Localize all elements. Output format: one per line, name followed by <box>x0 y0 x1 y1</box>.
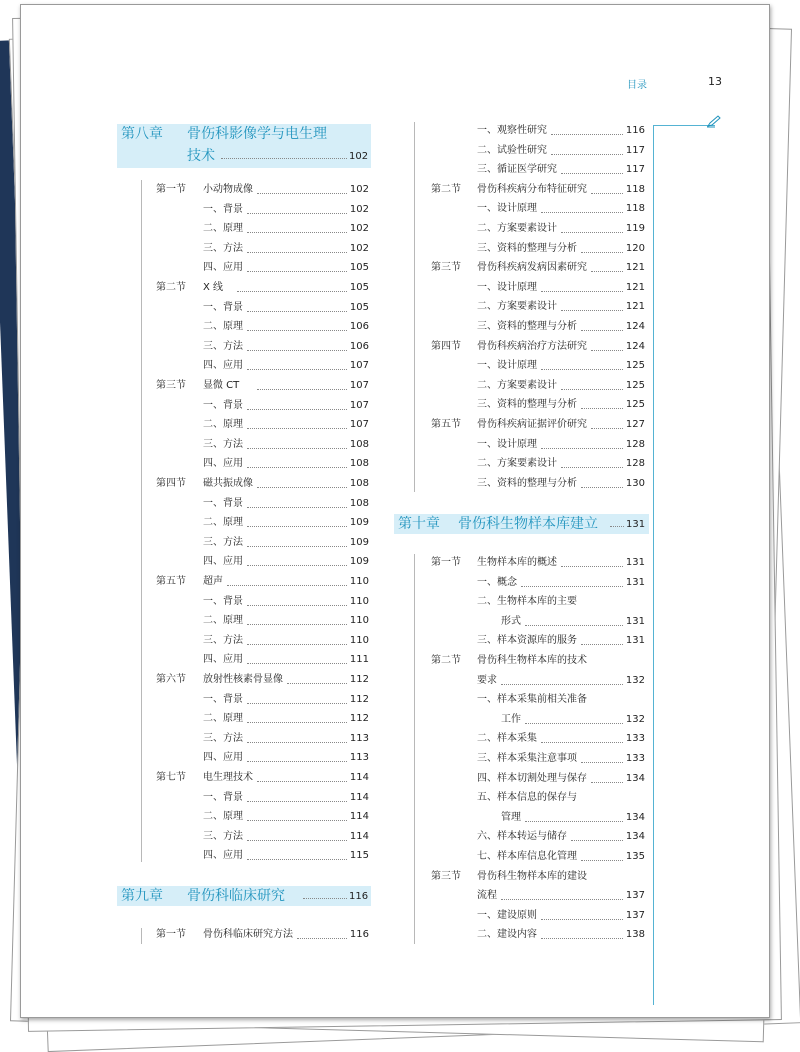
section-title: 骨伤科临床研究方法 <box>203 929 293 940</box>
section-title: 骨伤科生物样本库的技术 <box>477 655 587 666</box>
entry-page-number: 116 <box>625 125 645 136</box>
entry-page-number: 110 <box>349 634 369 646</box>
subsection-title: 二、原理 <box>203 321 243 333</box>
subsection-title: 二、生物样本库的主要 <box>477 596 577 608</box>
subsection-title: 七、样本库信息化管理 <box>477 851 577 862</box>
left-section-bar <box>141 180 142 862</box>
entry-page-number: 119 <box>625 223 645 234</box>
leader-dots <box>247 507 347 508</box>
leader-dots <box>541 448 623 449</box>
leader-dots <box>551 154 623 155</box>
section-label: 第三节 <box>156 380 186 391</box>
entry-page-number: 110 <box>349 615 369 627</box>
subsection-title: 三、方法 <box>203 634 243 646</box>
section-title: 小动物成像 <box>203 184 253 195</box>
entry-page-number: 125 <box>625 399 645 411</box>
entry-page-number: 128 <box>625 438 645 450</box>
leader-dots <box>247 565 347 566</box>
leader-dots <box>561 232 623 233</box>
subsection-title: 管理 <box>501 811 521 823</box>
entry-page-number: 107 <box>349 360 369 372</box>
leader-dots <box>525 625 623 626</box>
entry-page-number: 114 <box>349 791 369 803</box>
leader-dots <box>561 467 623 468</box>
chapter-8-heading <box>117 124 371 168</box>
subsection-title: 五、样本信息的保存与 <box>477 792 577 804</box>
subsection-title: 四、应用 <box>203 752 243 764</box>
entry-page-number: 109 <box>349 517 369 529</box>
entry-page-number: 134 <box>625 772 645 784</box>
entry-page-number: 106 <box>349 321 369 333</box>
entry-page-number: 131 <box>625 615 645 627</box>
page-number: 13 <box>708 75 722 88</box>
leader-dots <box>303 898 347 899</box>
entry-page-number: 124 <box>625 340 645 352</box>
section-title: 骨伤科疾病分布特征研究 <box>477 183 587 195</box>
chapter-page: 116 <box>349 891 369 902</box>
subsection-title: 三、资料的整理与分析 <box>477 242 577 254</box>
subsection-title: 二、原理 <box>203 713 243 725</box>
chapter-page: 102 <box>349 151 369 162</box>
entry-page-number: 125 <box>625 360 645 372</box>
subsection-title: 四、应用 <box>203 556 243 568</box>
subsection-title: 二、试验性研究 <box>477 144 547 156</box>
leader-dots <box>247 526 347 527</box>
subsection-title: 四、应用 <box>203 654 243 666</box>
subsection-title: 三、方法 <box>203 536 243 548</box>
chapter-title: 骨伤科影像学与电生理 <box>187 126 327 142</box>
chapter-number: 第十章 <box>398 516 440 532</box>
chapter-title: 骨伤科生物样本库建立 <box>458 516 598 532</box>
entry-page-number: 105 <box>349 282 369 293</box>
leader-dots <box>247 742 347 743</box>
leader-dots <box>247 448 347 449</box>
section-label: 第五节 <box>156 576 186 587</box>
right-top-section-bar <box>414 122 415 492</box>
leader-dots <box>247 761 347 762</box>
leader-dots <box>247 801 347 802</box>
entry-page-number: 110 <box>349 576 369 587</box>
entry-page-number: 125 <box>625 379 645 391</box>
leader-dots <box>247 644 347 645</box>
entry-page-number: 102 <box>349 184 369 195</box>
entry-page-number: 133 <box>625 733 645 745</box>
leader-dots <box>247 605 347 606</box>
entry-page-number: 130 <box>625 477 645 489</box>
subsection-title: 四、应用 <box>203 458 243 470</box>
leader-dots <box>257 487 347 488</box>
entry-page-number: 108 <box>349 438 369 450</box>
leader-dots <box>521 586 623 587</box>
entry-page-number: 127 <box>625 419 645 430</box>
subsection-title: 一、设计原理 <box>477 438 537 450</box>
ch9-section-bar <box>141 928 142 944</box>
entry-page-number: 112 <box>349 693 369 705</box>
entry-page-number: 108 <box>349 497 369 509</box>
section-title: 生物样本库的概述 <box>477 557 557 568</box>
entry-page-number: 107 <box>349 399 369 411</box>
section-label: 第一节 <box>156 929 186 940</box>
entry-page-number: 137 <box>625 890 645 902</box>
leader-dots <box>247 252 347 253</box>
subsection-title: 二、建设内容 <box>477 929 537 941</box>
chapter-number: 第九章 <box>121 888 163 904</box>
subsection-title: 一、样本采集前相关准备 <box>477 694 587 706</box>
leader-dots <box>257 389 347 390</box>
entry-page-number: 117 <box>625 164 645 176</box>
leader-dots <box>610 526 624 527</box>
entry-page-number: 112 <box>349 674 369 685</box>
leader-dots <box>525 723 623 724</box>
leader-dots <box>247 820 347 821</box>
entry-page-number: 134 <box>625 831 645 843</box>
leader-dots <box>541 369 623 370</box>
subsection-title: 一、背景 <box>203 301 243 313</box>
chapter-9-heading <box>117 886 371 906</box>
leader-dots <box>501 899 623 900</box>
subsection-title: 二、方案要素设计 <box>477 223 557 234</box>
leader-dots <box>541 919 623 920</box>
leader-dots <box>247 271 347 272</box>
leader-dots <box>541 742 623 743</box>
entry-page-number: 132 <box>625 713 645 725</box>
entry-page-number: 109 <box>349 536 369 548</box>
entry-page-number: 117 <box>625 144 645 156</box>
subsection-title: 一、背景 <box>203 693 243 705</box>
entry-page-number: 102 <box>349 203 369 215</box>
subsection-title: 四、应用 <box>203 360 243 372</box>
entry-page-number: 121 <box>625 281 645 293</box>
subsection-title: 二、原理 <box>203 223 243 235</box>
subsection-title: 流程 <box>477 890 497 902</box>
subsection-title: 二、样本采集 <box>477 733 537 745</box>
leader-dots <box>541 212 623 213</box>
leader-dots <box>257 781 347 782</box>
leader-dots <box>247 546 347 547</box>
entry-page-number: 120 <box>625 242 645 254</box>
entry-page-number: 102 <box>349 223 369 235</box>
entry-page-number: 115 <box>349 850 369 862</box>
subsection-title: 四、应用 <box>203 262 243 274</box>
section-label: 第一节 <box>431 557 461 568</box>
leader-dots <box>247 369 347 370</box>
subsection-title: 三、方法 <box>203 242 243 254</box>
ch10-section-bar <box>414 554 415 944</box>
entry-page-number: 105 <box>349 301 369 313</box>
leader-dots <box>227 585 347 586</box>
subsection-title: 一、概念 <box>477 576 517 588</box>
subsection-title: 二、原理 <box>203 517 243 529</box>
subsection-title: 一、背景 <box>203 497 243 509</box>
subsection-title: 要求 <box>477 674 497 686</box>
entry-page-number: 112 <box>349 713 369 725</box>
leader-dots <box>247 663 347 664</box>
leader-dots <box>561 566 623 567</box>
subsection-title: 三、方法 <box>203 340 243 352</box>
section-label: 第三节 <box>431 262 461 274</box>
subsection-title: 一、设计原理 <box>477 203 537 215</box>
entry-page-number: 128 <box>625 458 645 470</box>
subsection-title: 工作 <box>501 713 521 725</box>
section-label: 第三节 <box>431 870 461 882</box>
subsection-title: 二、原理 <box>203 419 243 431</box>
chapter-title: 技术 <box>187 148 215 164</box>
entry-page-number: 118 <box>625 183 645 195</box>
chapter-10-heading <box>394 514 649 534</box>
leader-dots <box>247 232 347 233</box>
leader-dots <box>237 291 347 292</box>
leader-dots <box>247 330 347 331</box>
chapter-title: 骨伤科临床研究 <box>187 888 285 904</box>
subsection-title: 一、建设原则 <box>477 909 537 921</box>
subsection-title: 一、背景 <box>203 791 243 803</box>
entry-page-number: 132 <box>625 674 645 686</box>
section-title: 电生理技术 <box>203 772 253 783</box>
leader-dots <box>247 624 347 625</box>
chapter-page: 131 <box>626 519 646 530</box>
entry-page-number: 121 <box>625 301 645 313</box>
leader-dots <box>247 350 347 351</box>
subsection-title: 四、应用 <box>203 850 243 862</box>
subsection-title: 三、方法 <box>203 438 243 450</box>
section-label: 第一节 <box>156 184 186 195</box>
entry-page-number: 135 <box>625 851 645 862</box>
subsection-title: 二、方案要素设计 <box>477 301 557 313</box>
entry-page-number: 137 <box>625 909 645 921</box>
section-label: 第二节 <box>431 655 461 666</box>
leader-dots <box>247 409 347 410</box>
entry-page-number: 131 <box>625 576 645 588</box>
pencil-icon <box>706 114 722 128</box>
subsection-title: 三、方法 <box>203 732 243 744</box>
subsection-title: 形式 <box>501 615 521 627</box>
subsection-title: 四、样本切割处理与保存 <box>477 772 587 784</box>
entry-page-number: 105 <box>349 262 369 274</box>
entry-page-number: 134 <box>625 811 645 823</box>
entry-page-number: 118 <box>625 203 645 215</box>
entry-page-number: 114 <box>349 811 369 823</box>
entry-page-number: 124 <box>625 321 645 332</box>
section-label: 第六节 <box>156 674 186 685</box>
leader-dots <box>247 428 347 429</box>
entry-page-number: 108 <box>349 478 369 489</box>
subsection-title: 三、资料的整理与分析 <box>477 399 577 411</box>
leader-dots <box>247 213 347 214</box>
leader-dots <box>287 683 347 684</box>
subsection-title: 一、观察性研究 <box>477 125 547 136</box>
section-label: 第二节 <box>431 183 461 195</box>
subsection-title: 三、样本采集注意事项 <box>477 753 577 764</box>
subsection-title: 一、背景 <box>203 399 243 411</box>
entry-page-number: 107 <box>349 419 369 431</box>
entry-page-number: 121 <box>625 262 645 274</box>
entry-page-number: 102 <box>349 242 369 254</box>
leader-dots <box>257 193 347 194</box>
entry-page-number: 113 <box>349 732 369 744</box>
entry-page-number: 106 <box>349 340 369 352</box>
leader-dots <box>501 684 623 685</box>
leader-dots <box>247 722 347 723</box>
leader-dots <box>247 859 347 860</box>
subsection-title: 一、背景 <box>203 595 243 607</box>
entry-page-number: 108 <box>349 458 369 470</box>
subsection-title: 二、原理 <box>203 811 243 823</box>
leader-dots <box>551 134 623 135</box>
entry-page-number: 111 <box>349 654 369 666</box>
subsection-title: 三、资料的整理与分析 <box>477 321 577 332</box>
section-title: 骨伤科疾病证据评价研究 <box>477 419 587 430</box>
leader-dots <box>247 311 347 312</box>
section-title: 显微 CT <box>203 380 240 391</box>
subsection-title: 三、资料的整理与分析 <box>477 477 577 489</box>
entry-page-number: 116 <box>349 929 369 940</box>
leader-dots <box>221 158 347 159</box>
header-label: 目录 <box>627 80 647 91</box>
section-label: 第七节 <box>156 772 186 783</box>
entry-page-number: 133 <box>625 753 645 764</box>
subsection-title: 一、背景 <box>203 203 243 215</box>
entry-page-number: 138 <box>625 929 645 941</box>
section-title: 骨伤科疾病治疗方法研究 <box>477 340 587 352</box>
section-title: 磁共振成像 <box>203 478 253 489</box>
subsection-title: 一、设计原理 <box>477 360 537 372</box>
subsection-title: 六、样本转运与储存 <box>477 831 567 843</box>
subsection-title: 三、循证医学研究 <box>477 164 557 176</box>
entry-page-number: 131 <box>625 557 645 568</box>
leader-dots <box>247 703 347 704</box>
leader-dots <box>561 173 623 174</box>
right-margin-rule <box>653 125 654 1005</box>
section-title: 骨伤科生物样本库的建设 <box>477 870 587 882</box>
subsection-title: 一、设计原理 <box>477 281 537 293</box>
section-label: 第二节 <box>156 282 186 293</box>
leader-dots <box>541 291 623 292</box>
section-title: 放射性核素骨显像 <box>203 674 283 685</box>
entry-page-number: 109 <box>349 556 369 568</box>
subsection-title: 三、方法 <box>203 830 243 842</box>
leader-dots <box>247 467 347 468</box>
entry-page-number: 114 <box>349 830 369 842</box>
subsection-title: 二、原理 <box>203 615 243 627</box>
leader-dots <box>525 821 623 822</box>
section-label: 第五节 <box>431 419 461 430</box>
section-title: X 线 <box>203 282 224 293</box>
chapter-number: 第八章 <box>121 126 163 142</box>
leader-dots <box>541 938 623 939</box>
leader-dots <box>561 310 623 311</box>
entry-page-number: 113 <box>349 752 369 764</box>
leader-dots <box>247 840 347 841</box>
section-label: 第四节 <box>156 478 186 489</box>
entry-page-number: 131 <box>625 635 645 647</box>
section-title: 超声 <box>203 576 223 587</box>
subsection-title: 二、方案要素设计 <box>477 458 557 470</box>
subsection-title: 二、方案要素设计 <box>477 379 557 391</box>
section-label: 第四节 <box>431 340 461 352</box>
entry-page-number: 114 <box>349 772 369 783</box>
entry-page-number: 107 <box>349 380 369 391</box>
entry-page-number: 110 <box>349 595 369 607</box>
leader-dots <box>561 389 623 390</box>
section-title: 骨伤科疾病发病因素研究 <box>477 262 587 274</box>
subsection-title: 三、样本资源库的服务 <box>477 635 577 647</box>
